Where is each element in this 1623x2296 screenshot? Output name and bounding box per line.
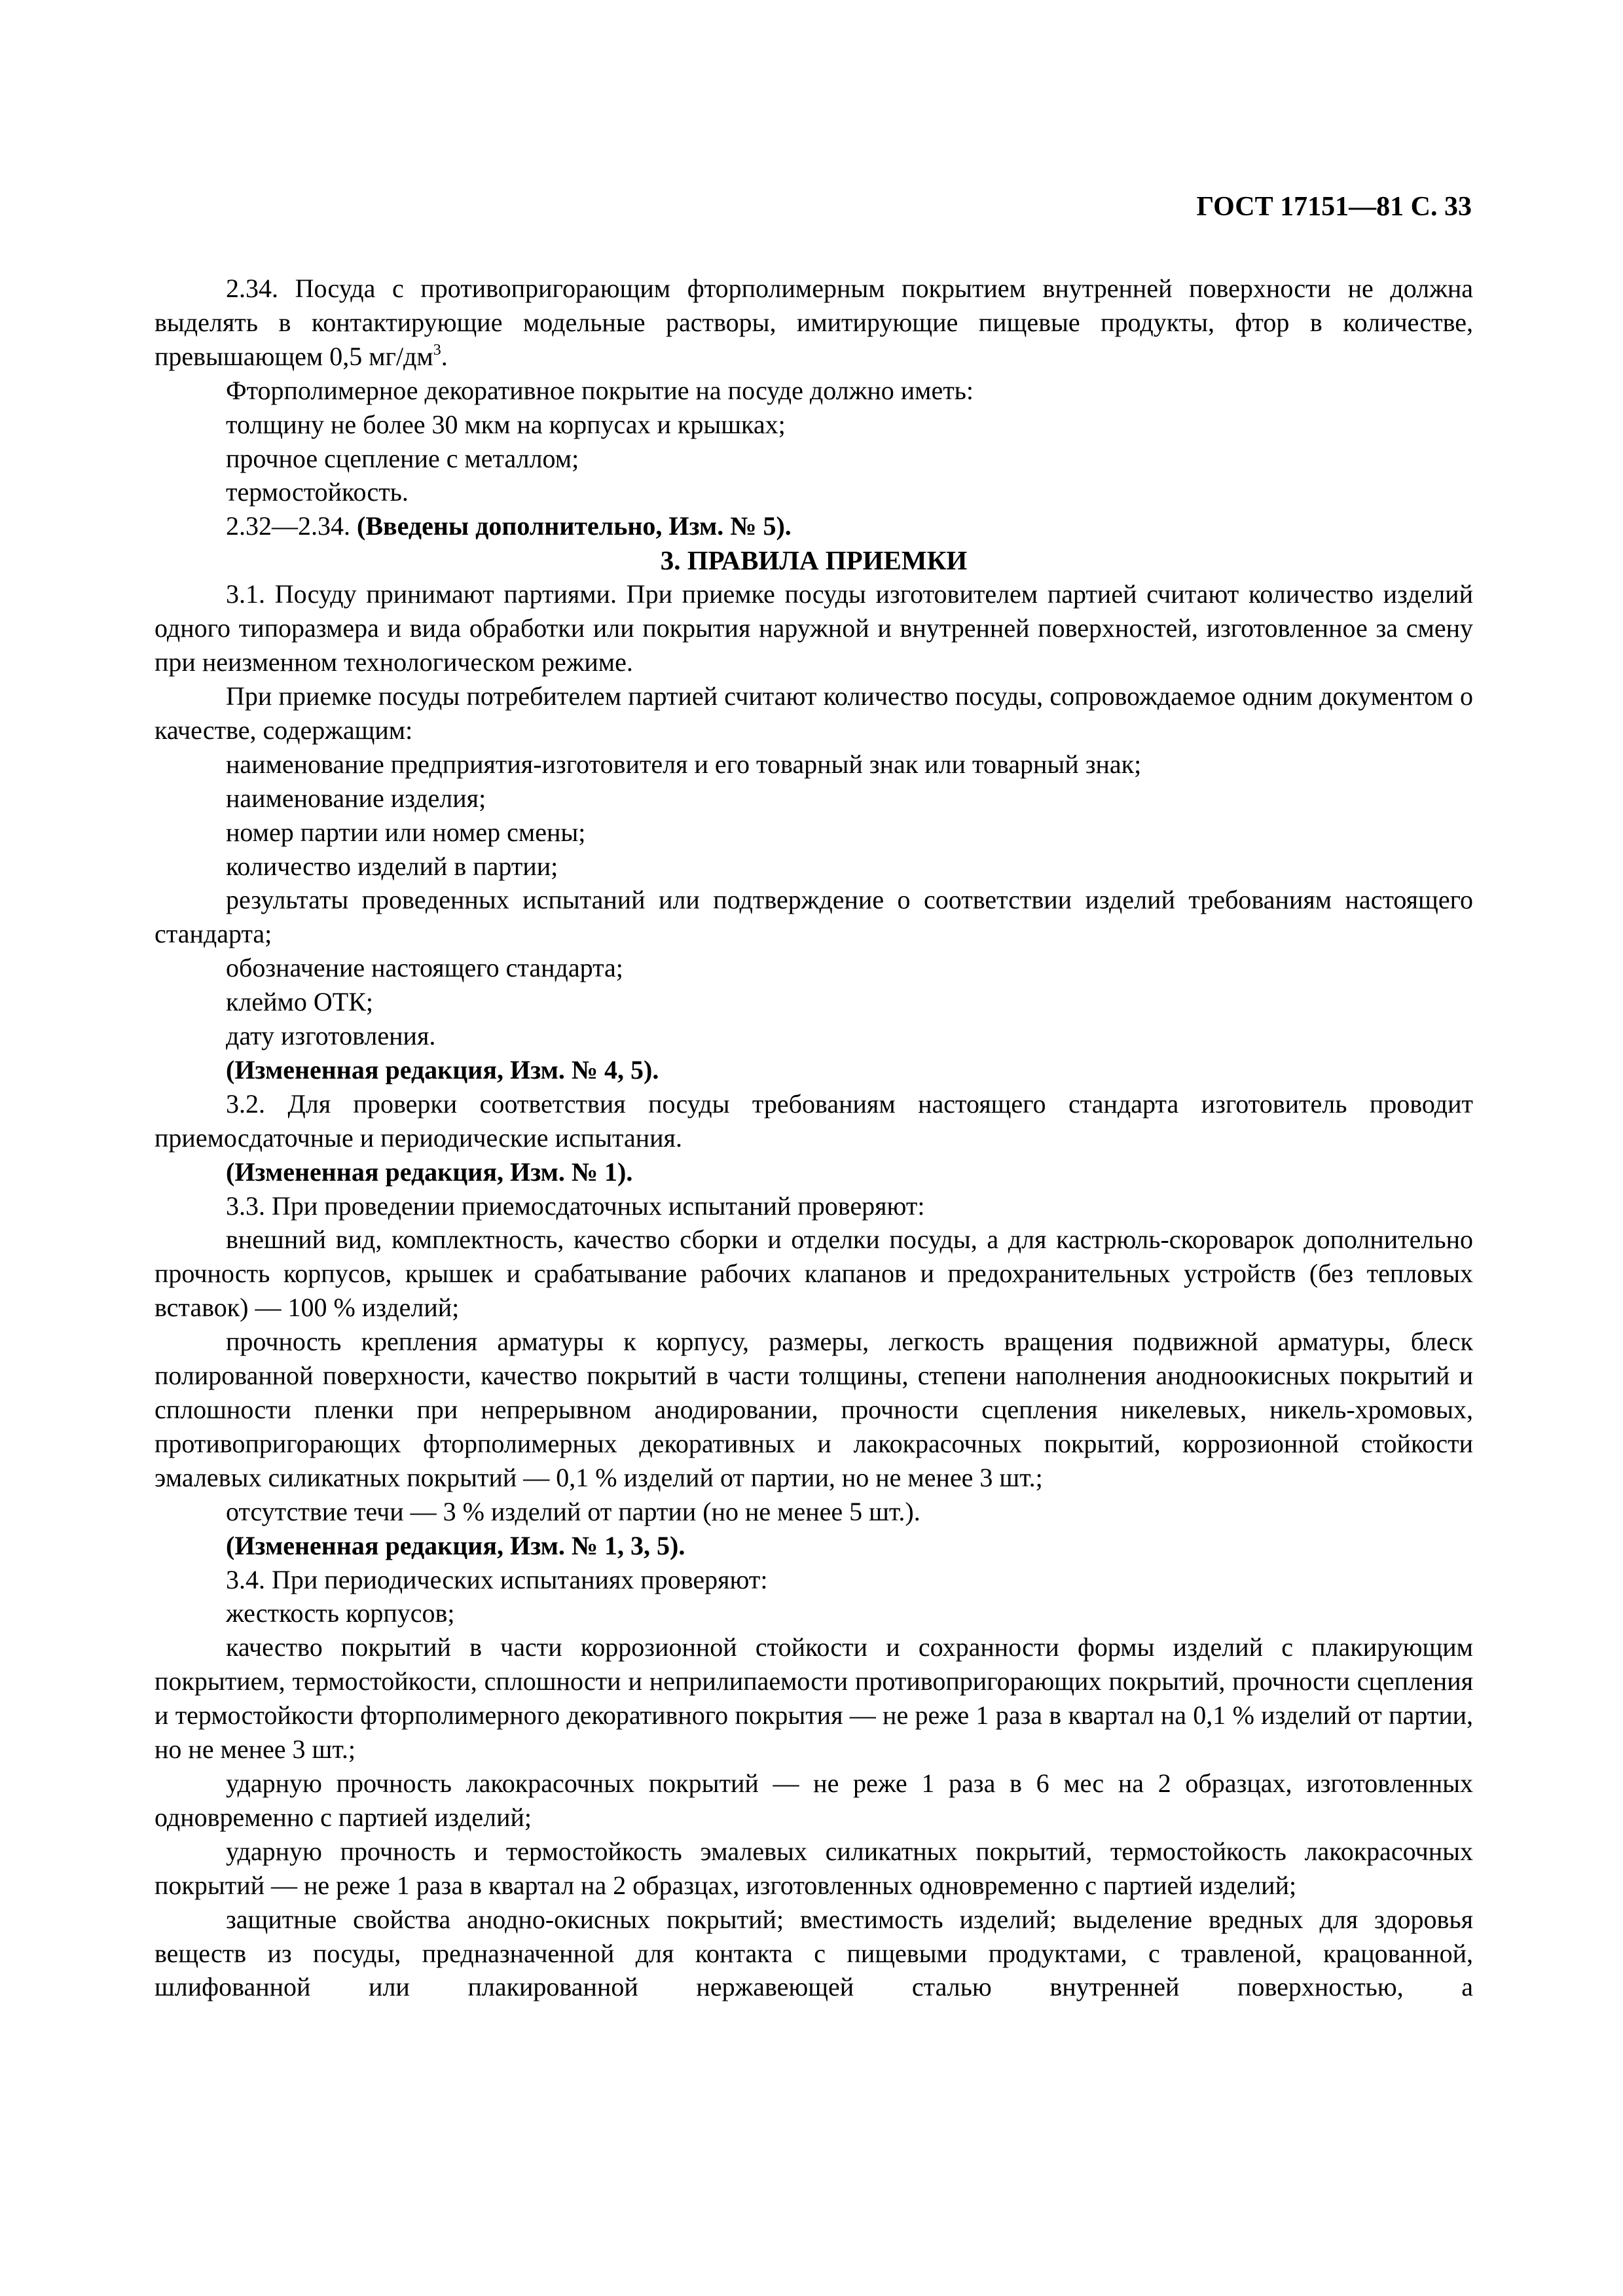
periodic-test-item: защитные свойства анодно-окисных покрытий; вместимость изделий; выделение вредных для здоровья веществ из посуды, предназначенной для контакта с пищевыми продуктами, с травленой, крацованной, шлифованной или плакированной нержавеющей сталью внутренней поверхностью, а: [155, 1904, 1473, 2002]
document-item: наименование изделия;: [226, 783, 486, 813]
periodic-test-item: жесткость корпусов;: [226, 1598, 455, 1628]
paragraph-3-3: 3.3. При проведении приемосдаточных испытаний проверяют:: [226, 1191, 925, 1221]
section-title: 3. ПРАВИЛА ПРИЕМКИ: [660, 545, 968, 576]
amendment-bold: (Введены дополнительно, Изм. № 5).: [357, 511, 792, 541]
paragraph-2-34: [155, 272, 1473, 374]
document-item: наименование предприятия-изготовителя и его товарный знак или товарный знак;: [226, 749, 1142, 779]
document-item: дату изготовления.: [226, 1021, 436, 1051]
document-item: результаты проведенных испытаний или подтверждение о соответствии изделий требованиям настоящего стандарта;: [155, 885, 1473, 949]
document-page: [155, 0, 1473, 2296]
amendment-note-2-32: [155, 509, 1473, 543]
superscript-3: 3: [433, 341, 441, 359]
page-header: ГОСТ 17151—81 С. 33: [1196, 192, 1472, 222]
paragraph-2-34-text: 2.34. Посуда с противопригорающим фторполимерным покрытием внутренней поверхности не должна выделять в контактирующие модельные растворы, имитирующие пищевые продукты, фтор в количестве, превышающем 0,5 мг/дм: [155, 274, 1473, 371]
periodic-test-item: ударную прочность лакокрасочных покрытий — не реже 1 раза в 6 мес на 2 образцах, изготовленных одновременно с партией изделий;: [155, 1768, 1473, 1832]
document-item: номер партии или номер смены;: [226, 817, 586, 847]
acceptance-test-item: прочность крепления арматуры к корпусу, размеры, легкость вращения подвижной арматуры, блеск полированной поверхности, качество покрытий в части толщины, степени наполнения анодноокисных покрытий и сплошности пленки при непрерывном анодировании, прочности сцепления никелевых, никель-хромовых, противопригорающих фторполимерных декоративных и лакокрасочных покрытий, коррозионной стойкости эмалевых силикатных покрытий — 0,1 % изделий от партии, но не менее 3 шт.;: [155, 1327, 1473, 1492]
decor-coating-item: термостойкость.: [226, 477, 409, 507]
document-item: обозначение настоящего стандарта;: [226, 953, 623, 983]
paragraph-3-4: 3.4. При периодических испытаниях проверяют:: [226, 1564, 768, 1594]
decor-coating-item: прочное сцепление с металлом;: [226, 443, 579, 473]
paragraph-consumer-acceptance: При приемке посуды потребителем партией считают количество посуды, сопровождаемое одним документом о качестве, содержащим:: [155, 681, 1473, 745]
paragraph-3-2: 3.2. Для проверки соответствия посуды требованиям настоящего стандарта изготовитель проводит приемосдаточные и периодические испытания.: [155, 1088, 1473, 1153]
paragraph-2-34-end: .: [441, 341, 448, 371]
acceptance-test-item: внешний вид, комплектность, качество сборки и отделки посуды, а для кастрюль-скороварок дополнительно прочность корпусов, крышек и срабатывание рабочих клапанов и предохранительных устройств (без тепловых вставок) — 100 % изделий;: [155, 1225, 1473, 1323]
document-body: [155, 272, 1473, 2004]
periodic-test-item: качество покрытий в части коррозионной стойкости и сохранности формы изделий с плакирующим покрытием, термостойкости, сплошности и неприлипаемости противопригорающих покрытий, прочности сцепления и термостойкости фторполимерного декоративного покрытия — не реже 1 раза в квартал на 0,1 % изделий от партии, но не менее 3 шт.;: [155, 1632, 1473, 1765]
paragraph-3-1: 3.1. Посуду принимают партиями. При приемке посуды изготовителем партией считают количество изделий одного типоразмера и вида обработки или покрытия наружной и внутренней поверхностей, изготовленное за смену при неизменном технологическом режиме.: [155, 579, 1473, 677]
decor-coating-intro: Фторполимерное декоративное покрытие на посуде должно иметь:: [226, 375, 974, 405]
periodic-test-item: ударную прочность и термостойкость эмалевых силикатных покрытий, термостойкость лакокрасочных покрытий — не реже 1 раза в квартал на 2 образцах, изготовленных одновременно с партией изделий;: [155, 1836, 1473, 1900]
document-item: клеймо ОТК;: [226, 987, 373, 1017]
amendment-note: (Измененная редакция, Изм. № 1, 3, 5).: [226, 1530, 685, 1560]
amendment-prefix: 2.32—2.34.: [226, 511, 357, 541]
amendment-note: (Измененная редакция, Изм. № 1).: [226, 1157, 633, 1187]
decor-coating-item: толщину не более 30 мкм на корпусах и крышках;: [226, 409, 786, 439]
amendment-note: (Измененная редакция, Изм. № 4, 5).: [226, 1054, 659, 1085]
acceptance-test-item: отсутствие течи — 3 % изделий от партии (но не менее 5 шт.).: [226, 1496, 921, 1526]
document-item: количество изделий в партии;: [226, 851, 558, 881]
